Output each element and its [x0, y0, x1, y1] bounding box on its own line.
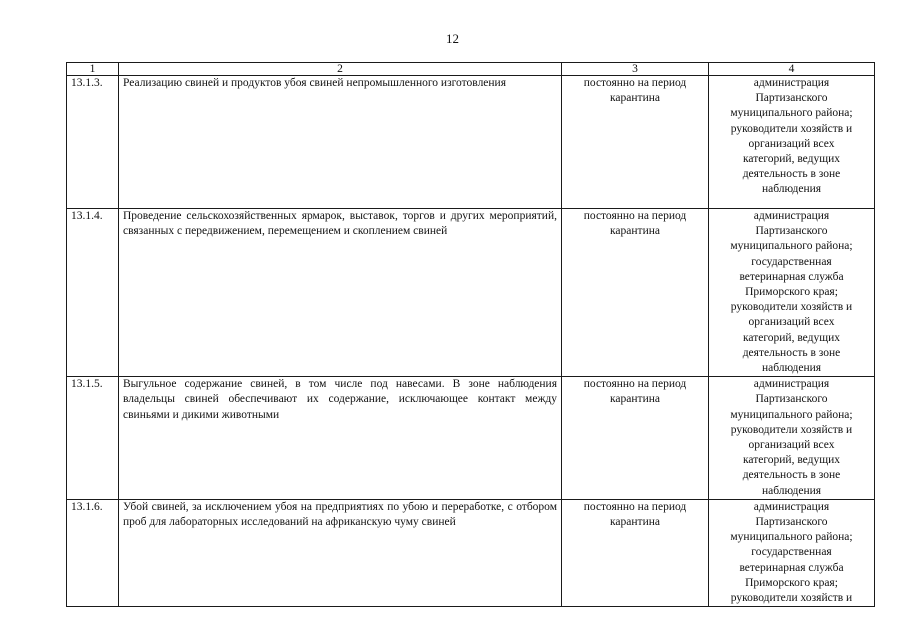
- measure-text: Выгульное содержание свиней, в том числе под навесами. В зоне наблюдения владельцы свиней обеспечивают их содержание, исключающее контакт между свиньями и дикими животными: [119, 377, 562, 500]
- item-number: 13.1.4.: [67, 209, 119, 377]
- responsible-line: Партизанского: [755, 393, 828, 406]
- table-row: [67, 209, 875, 377]
- table-row: [67, 499, 875, 606]
- responsible-line: муниципального района;: [730, 408, 853, 421]
- responsible-line: наблюдения: [761, 362, 822, 375]
- term-line: карантина: [610, 225, 660, 238]
- term-line: постоянно на период: [583, 500, 687, 513]
- responsible-line: государственная: [751, 546, 832, 559]
- responsible-line: муниципального района;: [730, 240, 853, 253]
- item-number: 13.1.6.: [67, 499, 119, 606]
- term-line: карантина: [610, 92, 660, 105]
- responsible-cell: [709, 209, 875, 377]
- responsible-line: муниципального района;: [730, 531, 853, 544]
- column-number-2: 2: [119, 63, 562, 76]
- column-number-1: 1: [67, 63, 119, 76]
- responsible-line: Партизанского: [755, 516, 828, 529]
- term-line: карантина: [610, 516, 660, 529]
- responsible-line: наблюдения: [761, 183, 822, 196]
- column-number-4: 4: [709, 63, 875, 76]
- term-cell: [562, 209, 709, 377]
- responsible-line: государственная: [751, 255, 832, 268]
- column-number-row: [67, 63, 875, 76]
- responsible-line: ветеринарная служба: [739, 270, 844, 283]
- term-cell: [562, 499, 709, 606]
- responsible-cell: [709, 499, 875, 606]
- responsible-line: администрация: [753, 210, 830, 222]
- responsible-line: категорий, ведущих: [742, 331, 840, 344]
- responsible-line: категорий, ведущих: [742, 454, 840, 467]
- responsible-line: наблюдения: [761, 484, 822, 497]
- responsible-line: организаций всех: [748, 316, 835, 329]
- responsible-line: руководители хозяйств и: [730, 592, 853, 605]
- responsible-line: деятельность в зоне: [742, 168, 841, 181]
- measure-text: Реализацию свиней и продуктов убоя свиней непромышленного изготовления: [119, 76, 562, 209]
- responsible-line: Приморского края;: [745, 286, 838, 299]
- responsible-cell: [709, 377, 875, 500]
- item-number: 13.1.3.: [67, 76, 119, 209]
- item-number: 13.1.5.: [67, 377, 119, 500]
- responsible-line: руководители хозяйств и: [730, 423, 853, 436]
- responsible-line: деятельность в зоне: [742, 469, 841, 482]
- responsible-line: муниципального района;: [730, 107, 853, 120]
- responsible-line: деятельность в зоне: [742, 346, 841, 359]
- term-line: постоянно на период: [583, 77, 687, 89]
- measure-text: Проведение сельскохозяйственных ярмарок, выставок, торгов и других мероприятий, связанных с передвижением, перемещением и скоплением свиней: [119, 209, 562, 377]
- responsible-line: Партизанского: [755, 92, 828, 105]
- responsible-line: организаций всех: [748, 439, 835, 452]
- responsible-line: Приморского края;: [745, 576, 838, 589]
- responsible-line: администрация: [753, 378, 830, 391]
- measures-table: [66, 62, 875, 607]
- table-row: [67, 377, 875, 500]
- responsible-line: администрация: [753, 77, 830, 89]
- term-line: постоянно на период: [583, 378, 687, 391]
- column-number-3: 3: [562, 63, 709, 76]
- responsible-line: категорий, ведущих: [742, 153, 840, 166]
- responsible-line: организаций всех: [748, 137, 835, 150]
- responsible-line: администрация: [753, 500, 830, 513]
- responsible-cell: [709, 76, 875, 209]
- term-line: карантина: [610, 393, 660, 406]
- table-row: [67, 76, 875, 209]
- responsible-line: руководители хозяйств и: [730, 301, 853, 314]
- responsible-line: руководители хозяйств и: [730, 122, 853, 135]
- responsible-line: Партизанского: [755, 225, 828, 238]
- term-cell: [562, 76, 709, 209]
- page-number: 12: [446, 31, 459, 46]
- measure-text: Убой свиней, за исключением убоя на предприятиях по убою и переработке, с отбором проб для лабораторных исследований на африканскую чуму свиней: [119, 499, 562, 606]
- responsible-line: ветеринарная служба: [739, 561, 844, 574]
- term-line: постоянно на период: [583, 210, 687, 222]
- term-cell: [562, 377, 709, 500]
